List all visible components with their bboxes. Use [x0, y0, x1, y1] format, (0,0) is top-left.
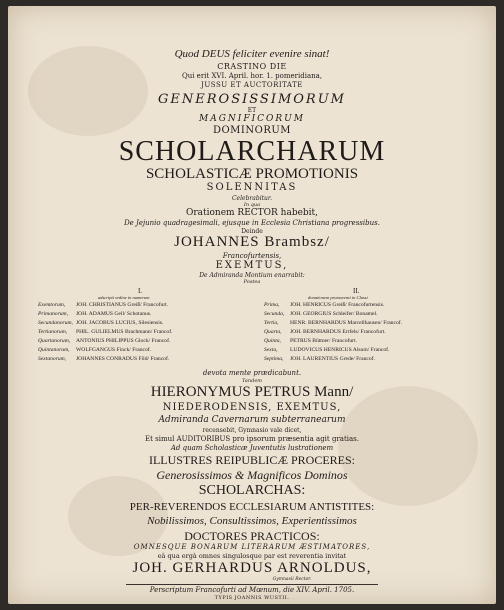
line-et: ET [247, 107, 257, 114]
line-et-simul: Et simul AUDITORIBUS pro ipsorum præsentia agit gratias. [144, 435, 359, 443]
title-scholarcharum: SCHOLARCHARUM [118, 136, 386, 167]
name-johannes: JOHANNES Brambsz/ [174, 234, 330, 250]
left-row: Sextanorum, JOHANNES CONRADUS Fild/ Francof. [38, 356, 170, 362]
line-date: Qui erit XVI. April. hor. 1. pomeridiana, [181, 72, 323, 80]
name-hieronymus: HIERONYMUS PETRUS Mann/ [150, 384, 354, 400]
line-lustrationem: Ad quam Scholasticæ Juventutis lustrationem [170, 444, 334, 452]
left-row: Exemtorum, JOH. CHRISTIANUS Greiß/ Francofurt. [38, 302, 169, 308]
col2-subhead: donationem promoventi in Classi [308, 295, 368, 300]
right-row: Secunda, JOH. GEORGIUS Schleifer/ Bonamel. [264, 311, 378, 317]
name-arnoldus: JOH. GERHARDUS ARNOLDUS, [132, 560, 372, 576]
line-devota: devota mente prædicabunt. [202, 369, 302, 377]
line-typis: TYPIS JOANNIS WUSTII. [214, 595, 290, 601]
col1-head: I. [138, 287, 143, 295]
line-magnificorum: MAGNIFICORUM [199, 114, 305, 124]
right-row: Septima, JOH. LAURENTIUS Grede/ Francof. [264, 356, 375, 362]
left-row: Quintanorum, WOLFGANGUS Finck/ Francof. [38, 347, 152, 353]
line-celebrabitur: Celebrabitur. [231, 195, 273, 202]
left-row: Quartanorum, ANTONIUS PHILIPPUS Glock/ Francof. [38, 338, 171, 344]
line-doctores: DOCTORES PRACTICOS: [184, 529, 320, 543]
line-crastino: CRASTINO DIE [217, 62, 287, 71]
col1-subhead: adscripti ordine in numerum [98, 295, 150, 300]
divider-rule [126, 584, 378, 585]
line-perscriptum: Perscriptum Francofurti ad Mœnum, die XIV. April. 1705. [149, 586, 355, 594]
col2-head: II. [353, 287, 360, 295]
title-solennitas: SOLENNITAS [206, 182, 298, 193]
line-francofurtensis: Francofurtensis, [222, 252, 282, 260]
line-proceres: ILLUSTRES REIPUBLICÆ PROCERES: [148, 453, 356, 467]
line-exemtus: EXEMTUS, [215, 260, 289, 271]
line-scholarchas: SCHOLARCHAS: [198, 483, 306, 498]
line-generosissimorum: GENEROSISSIMORUM [158, 92, 346, 107]
right-row: Tertia, HENR. BERNHARDUS Marcellhausen/ Francof. [264, 320, 403, 326]
line-tandem: Tandem [241, 378, 263, 384]
motto: Quod DEUS feliciter evenire sinat! [174, 48, 330, 60]
line-cavernarum: Admiranda Cavernarum subterranearum [158, 415, 346, 425]
line-jejunio: De Jejunio quadragesimali, ejusque in Ecclesia Christiana progressibus. [124, 219, 380, 227]
line-niederodensis: NIEDERODENSIS, EXEMTUS, [162, 402, 342, 413]
left-row: Secundanorum, JOH. JACOBUS LUCIUS, Silesiensis. [38, 320, 164, 326]
line-omnesque: OMNESQUE BONARUM LITERARUM ÆSTIMATORES, [133, 543, 371, 551]
line-orationem: Orationem RECTOR habebit, [185, 208, 319, 218]
right-row: Sexta, LUDOVICUS HENRICUS Alsum/ Francof. [264, 347, 390, 353]
right-row: Quinta, PETRUS Büttner/ Francofurt. [264, 338, 357, 344]
line-recensebit: recensebit, Gymnasio vale dicet, [202, 427, 302, 434]
line-rector: Gymnasii Rector. [272, 577, 312, 582]
line-postea: Postea [243, 279, 261, 285]
line-jussu: JUSSU ET AUCTORITATE [201, 81, 303, 89]
line-invitat: eâ qua ergà omnes singulosque par est reverentia invitat [157, 552, 347, 560]
line-generosissimos: Generosissimos & Magnificos Dominos [156, 468, 348, 482]
line-admiranda: De Admiranda Montium enarrabit: [199, 272, 305, 279]
line-dominorum: DOMINORUM [212, 125, 292, 136]
document-sheet [8, 6, 496, 604]
title-promotionis: SCHOLASTICÆ PROMOTIONIS [145, 166, 359, 182]
line-in-qua: In qua [243, 202, 261, 208]
line-deinde: Deinde [241, 228, 263, 235]
left-row: Primanorum, JOH. ADAMUS Gell/ Schotanus. [38, 311, 152, 317]
line-antistites: PER-REVERENDOS ECCLESIARUM ANTISTITES: [129, 501, 375, 513]
line-nobilissimos: Nobilissimos, Consultissimos, Experientissimos [147, 515, 357, 527]
right-row: Quarta, JOH. BERNHARDUS Errfels/ Francofurt. [264, 329, 386, 335]
right-row: Prima, JOH. HENRICUS Greiß/ Francofurtensis. [264, 302, 385, 308]
left-row: Tertianorum, PHIL. GULIELMUS Brachmann/ Francof. [38, 329, 173, 335]
